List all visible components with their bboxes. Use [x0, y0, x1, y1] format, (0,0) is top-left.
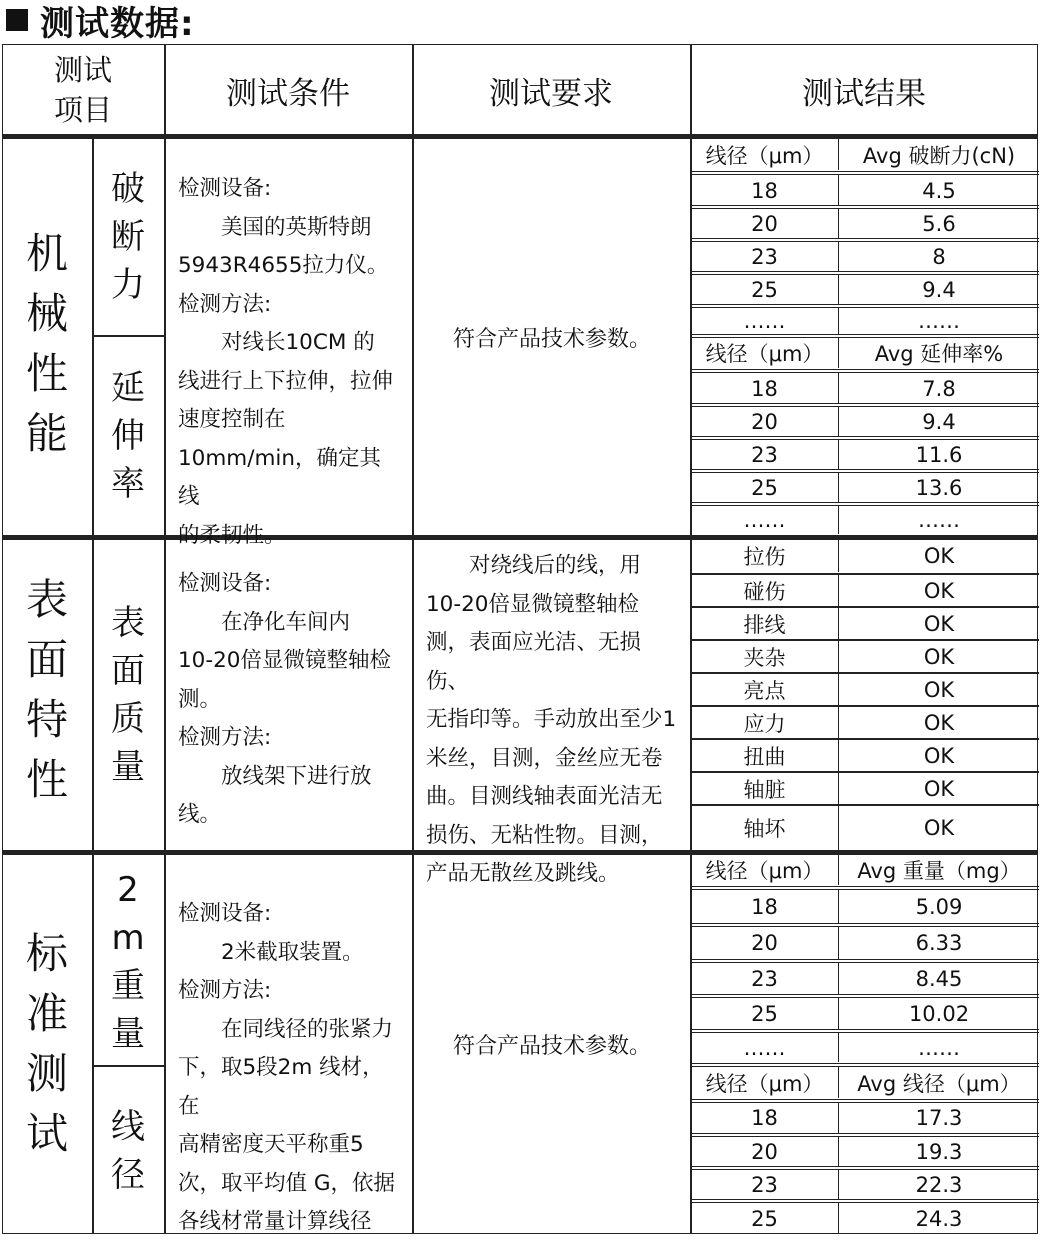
table-row	[691, 707, 1039, 738]
header-conditions: 测试条件	[226, 75, 350, 112]
table-row	[691, 998, 1039, 1029]
standard-conditions	[166, 895, 412, 1242]
method-label: 检测方法:	[178, 291, 272, 317]
table-row	[691, 407, 1039, 437]
table-row	[691, 773, 1039, 804]
table-cell: ……	[918, 508, 960, 532]
table-header-row	[691, 338, 1039, 368]
table-cell: 20	[691, 927, 839, 959]
category-char: 测	[25, 1049, 68, 1098]
table-row	[691, 1203, 1039, 1234]
equip-label: 检测设备:	[178, 901, 272, 926]
table-row	[691, 175, 1039, 206]
method-text: 速度控制在	[178, 407, 286, 432]
subcat-char: 径	[111, 1154, 145, 1195]
header-cell: Avg 延伸率%	[874, 342, 1004, 366]
category-standard	[2, 924, 92, 1164]
table-row	[691, 963, 1039, 994]
table-cell: 25	[691, 275, 839, 305]
method-text: 对线长10CM 的	[221, 330, 375, 355]
table-row	[691, 473, 1039, 503]
header-cell: Avg 线径（μm）	[857, 1071, 1021, 1096]
table-cell: 17.3	[915, 1106, 963, 1130]
equip-label: 检测设备:	[178, 176, 272, 201]
test-data-table	[2, 44, 1038, 1234]
subcat-char: 重	[111, 966, 145, 1006]
table-row	[691, 540, 1039, 572]
table-cell: OK	[923, 816, 955, 840]
table-cell: 18	[691, 1103, 839, 1133]
subcat-diameter	[92, 1067, 164, 1234]
table-row	[691, 1033, 1039, 1062]
category-mechanical	[2, 224, 92, 464]
table-cell: 25	[691, 473, 839, 503]
subcat-char: 量	[111, 747, 145, 787]
table-cell: 排线	[691, 608, 839, 639]
table-cell: 4.5	[922, 178, 956, 203]
header-requirements: 测试要求	[489, 75, 613, 112]
header-cell: Avg 重量（mg）	[857, 859, 1021, 883]
table-cell: OK	[923, 743, 955, 768]
table-cell: OK	[923, 776, 955, 801]
table-row	[691, 209, 1039, 239]
subcat-char: 延	[111, 368, 145, 408]
subcat-2m-weight	[92, 862, 164, 1062]
header-test-item	[2, 44, 164, 136]
requirement-line: 测，表面应光洁、无损伤、	[426, 630, 642, 694]
header-cell: 线径（μm）	[691, 139, 839, 170]
table-cell: 22.3	[915, 1172, 963, 1197]
equip-text: 美国的英斯特朗	[221, 214, 372, 240]
table-row	[691, 506, 1039, 534]
table-cell: 拉伤	[691, 540, 839, 572]
table-row	[691, 1170, 1039, 1199]
subcat-char: 量	[111, 1014, 145, 1054]
table-row	[691, 1103, 1039, 1133]
surface-requirement	[414, 541, 690, 894]
table-cell: 23	[691, 1170, 839, 1199]
surface-results	[691, 540, 1039, 850]
table-cell: 扭曲	[691, 740, 839, 771]
table-cell: OK	[923, 677, 955, 702]
table-cell: 8	[932, 245, 946, 269]
category-char: 标	[25, 929, 68, 978]
equip-text: 在净化车间内	[221, 609, 351, 635]
method-text: 线进行上下拉伸，拉伸	[178, 368, 394, 394]
method-text: 高精密度天平称重5	[178, 1132, 364, 1157]
method-text: 的柔韧性。	[178, 522, 286, 548]
table-cell: 23	[691, 963, 839, 994]
subcat-char: 力	[111, 265, 145, 305]
requirement-line: 曲。目测线轴表面光洁无	[426, 784, 663, 809]
method-text: 在同线径的张紧力	[221, 1016, 394, 1042]
table-cell: 7.8	[922, 376, 956, 401]
table-cell: 18	[691, 175, 839, 206]
mechanical-conditions	[166, 170, 412, 555]
category-char: 性	[25, 349, 68, 398]
table-header-row	[691, 855, 1039, 885]
table-cell: ……	[691, 506, 839, 534]
category-char: 表	[25, 575, 68, 624]
header-cell: 线径（μm）	[691, 338, 839, 368]
table-cell: 轴脏	[691, 773, 839, 804]
table-cell: ……	[918, 1035, 960, 1060]
table-row	[691, 1137, 1039, 1166]
table-cell: 23	[691, 242, 839, 272]
equip-text: 10-20倍显微镜整轴检	[178, 648, 391, 673]
square-bullet-icon	[6, 9, 28, 31]
subcat-surface-quality	[92, 540, 164, 850]
requirement-line: 损伤、无粘性物。目测，	[426, 822, 663, 848]
table-cell: 9.4	[922, 410, 956, 434]
table-cell: OK	[923, 644, 955, 669]
table-cell: 20	[691, 1137, 839, 1166]
table-row	[691, 890, 1039, 923]
table-row	[691, 308, 1039, 334]
subcat-char: 断	[111, 217, 145, 257]
requirement-line: 产品无散丝及跳线。	[426, 861, 620, 886]
table-row	[691, 806, 1039, 850]
requirement-line: 对绕线后的线，用	[469, 553, 642, 578]
table-cell: 11.6	[915, 443, 963, 467]
table-cell: OK	[923, 544, 955, 568]
table-cell: 25	[691, 1203, 839, 1234]
subcat-elongation	[92, 337, 164, 535]
table-cell: 亮点	[691, 674, 839, 705]
table-row	[691, 927, 1039, 959]
surface-conditions	[166, 565, 412, 835]
header-item-line1: 测试	[53, 53, 112, 87]
subcat-char: 质	[111, 699, 145, 739]
table-cell: 应力	[691, 707, 839, 738]
table-cell: 5.09	[915, 894, 963, 919]
subcat-char: m	[111, 918, 145, 958]
category-char: 面	[25, 635, 68, 684]
table-cell: ……	[691, 308, 839, 334]
method-label: 检测方法:	[178, 725, 272, 750]
header-cell: 线径（μm）	[691, 1067, 839, 1098]
table-row	[691, 373, 1039, 404]
equip-text: 5943R4655拉力仪。	[178, 253, 389, 278]
table-row	[691, 674, 1039, 705]
section-title-text: 测试数据:	[40, 3, 195, 44]
table-cell: OK	[923, 578, 955, 603]
header-results: 测试结果	[802, 75, 926, 112]
category-char: 性	[25, 755, 68, 804]
table-cell: ……	[918, 309, 960, 333]
subcat-char: 破	[111, 169, 145, 209]
table-row	[691, 575, 1039, 606]
standard-requirement: 符合产品技术参数。	[452, 1034, 651, 1059]
table-cell: 19.3	[915, 1139, 963, 1164]
method-text: 放线架下进行放	[221, 763, 372, 789]
subcat-char: 率	[111, 464, 145, 504]
table-cell: 20	[691, 407, 839, 437]
table-header-row	[691, 139, 1039, 170]
table-cell: 24.3	[915, 1206, 963, 1231]
mechanical-results	[691, 139, 1039, 535]
header-item-line2: 项目	[53, 93, 112, 127]
subcat-breaking-force	[92, 139, 164, 335]
table-cell: ……	[691, 1033, 839, 1062]
table-cell: OK	[923, 710, 955, 735]
method-text: 各线材常量计算线径	[178, 1209, 372, 1234]
table-cell: OK	[923, 611, 955, 636]
table-cell: 6.33	[915, 931, 963, 955]
method-label: 检测方法:	[178, 978, 272, 1003]
subcat-char: 面	[111, 651, 145, 691]
section-title	[6, 0, 195, 44]
requirement-line: 10-20倍显微镜整轴检	[426, 591, 639, 617]
table-row	[691, 641, 1039, 672]
mechanical-requirement: 符合产品技术参数。	[452, 326, 651, 352]
table-cell: 夹杂	[691, 641, 839, 672]
table-cell: 8.45	[915, 966, 963, 991]
subcat-char: 2	[117, 870, 139, 910]
table-row	[691, 740, 1039, 771]
table-cell: 9.4	[922, 278, 956, 302]
table-row	[691, 275, 1039, 305]
category-char: 能	[25, 409, 68, 458]
standard-results	[691, 855, 1039, 1234]
equip-text: 测。	[178, 686, 222, 712]
category-surface	[2, 570, 92, 810]
category-char: 械	[25, 289, 68, 338]
table-cell: 18	[691, 890, 839, 923]
category-char: 试	[25, 1109, 68, 1158]
table-cell: 13.6	[915, 476, 963, 500]
table-row	[691, 242, 1039, 272]
equip-text: 2米截取装置。	[221, 939, 364, 965]
table-cell: 23	[691, 440, 839, 470]
requirement-line: 米丝，目测，金丝应无卷	[426, 745, 663, 771]
requirement-line: 无指印等。手动放出至少1	[426, 707, 677, 732]
table-header-row	[691, 1067, 1039, 1098]
table-cell: 10.02	[908, 1001, 970, 1026]
table-cell: 轴坏	[691, 806, 839, 850]
category-char: 机	[25, 229, 68, 278]
method-text: 线。	[178, 802, 222, 827]
header-cell: 线径（μm）	[691, 855, 839, 885]
table-cell: 18	[691, 373, 839, 404]
equip-label: 检测设备:	[178, 571, 272, 596]
subcat-char: 线	[111, 1106, 145, 1147]
table-cell: 25	[691, 998, 839, 1029]
table-row	[691, 440, 1039, 470]
table-cell: 碰伤	[691, 575, 839, 606]
table-cell: 5.6	[922, 212, 956, 236]
method-text: 次，取平均值 G，依据	[178, 1170, 395, 1196]
subcat-char: 伸	[111, 416, 145, 456]
method-text: 下，取5段2m 线材，在	[178, 1055, 384, 1119]
category-char: 准	[25, 989, 68, 1038]
table-cell: 20	[691, 209, 839, 239]
subcat-char: 表	[111, 603, 145, 643]
header-cell: Avg 破断力(cN)	[862, 143, 1016, 168]
category-char: 特	[25, 695, 68, 744]
table-row	[691, 608, 1039, 639]
method-text: 10mm/min，确定其线	[178, 445, 382, 509]
